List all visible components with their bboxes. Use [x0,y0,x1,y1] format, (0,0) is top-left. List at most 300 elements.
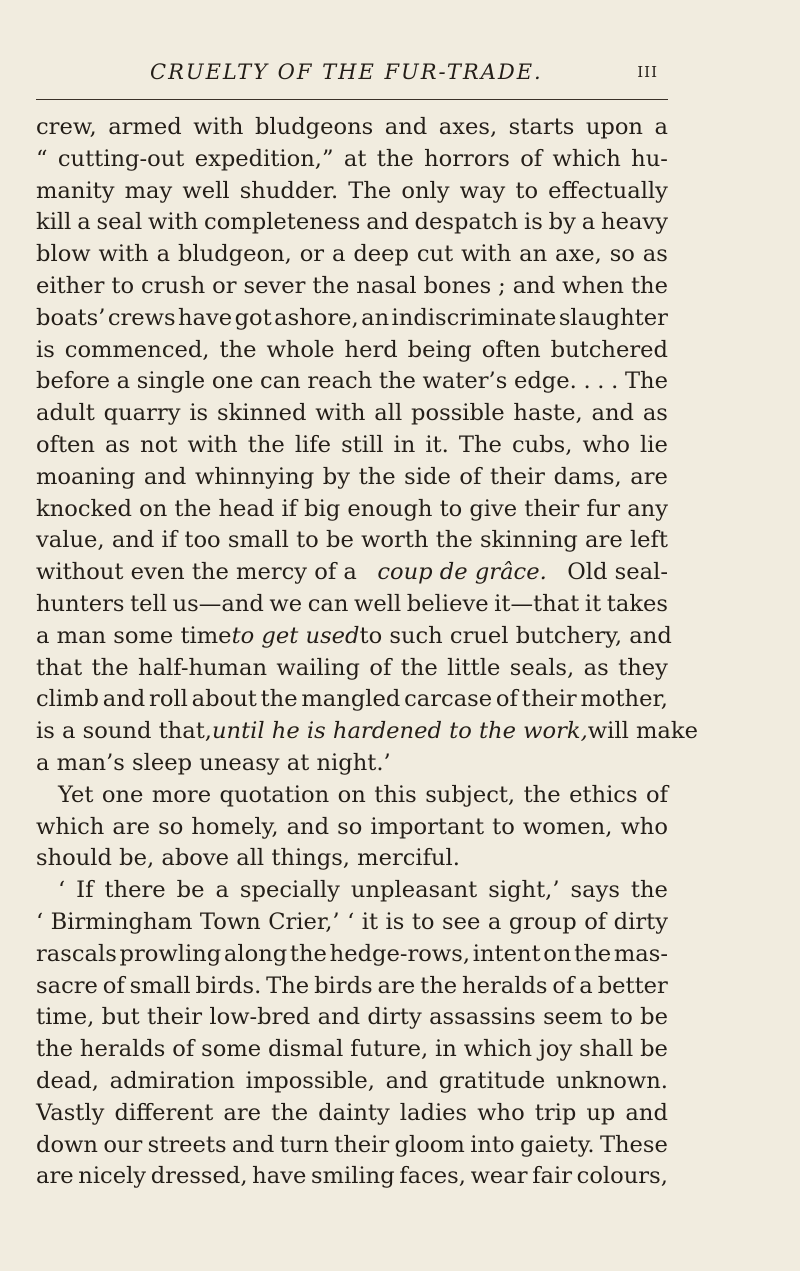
text-line [36,907,668,939]
word: important [370,813,485,840]
word: “ [36,145,48,172]
word: impossible, [245,1067,375,1094]
word: well [354,590,402,617]
word: some [201,1036,262,1063]
word: to [296,527,319,554]
word: is [36,336,55,363]
word: the [435,527,473,554]
word: are [112,813,151,840]
word: horrors [424,145,510,172]
word: ladies [399,1099,468,1126]
word: it [584,590,602,617]
word: side [404,463,451,490]
text-line [36,494,668,526]
text-line [36,939,668,971]
word: and [231,1131,275,1158]
word: any [627,495,668,522]
running-head [124,58,658,92]
text-segment: is a sound that, [36,718,212,745]
word: a [581,209,596,236]
word: their [334,1131,390,1158]
word: us—and [172,590,264,617]
text-line [36,1002,668,1034]
word: hedge-rows, [329,940,471,967]
word: wailing [276,654,360,681]
word: is [385,908,405,935]
text-line: a man’s sleep uneasy at night.’ [36,749,391,776]
word: worth [361,527,429,554]
word: gloom [394,1131,465,1158]
header-rule [36,99,668,100]
word: dirty [367,1004,422,1031]
word: boats’ [36,304,106,331]
word: if [281,495,298,522]
word: are [630,463,668,490]
word: seem [543,1004,603,1031]
word: axe, [555,241,602,268]
word: can [260,368,301,395]
word: their [489,463,545,490]
word: with [187,431,238,458]
word: . [583,368,591,395]
text-line [36,366,668,398]
text-line [36,653,668,685]
word: mother, [580,686,668,713]
word: are [377,972,416,999]
word: a [77,209,91,236]
word: single [136,368,206,395]
word: a [215,877,229,904]
body-text [36,112,698,1193]
word: be [640,1036,668,1063]
word: prowling [119,940,222,967]
word: carcase [404,686,493,713]
word: are [223,1099,262,1126]
word: blow [36,241,91,268]
word: up [586,1099,616,1126]
word: slaughter [558,304,668,331]
text-segment: will make [587,718,698,745]
word: low-bred [209,1004,311,1031]
word: dams, [553,463,622,490]
word: a [654,114,668,140]
word: says [570,877,620,904]
word: with [98,241,149,268]
word: expedition,” [194,145,334,172]
text-line [36,207,668,239]
word: and [366,209,409,236]
word: or [212,272,237,299]
word: Town [199,908,261,935]
word: by [548,209,576,236]
word: sever [243,272,306,299]
word: roll [149,686,188,713]
word: homely, [191,813,279,840]
word: Yet [58,781,94,808]
word: to [610,1004,633,1031]
word: and [385,1067,429,1094]
word: which [36,813,105,840]
word: half-human [138,654,268,681]
word: sight,’ [488,877,560,904]
word: turn [279,1131,329,1158]
word: too [184,527,221,554]
word: skinned [216,400,307,427]
word: be [326,527,354,554]
text-line [36,525,668,557]
word: and [143,463,187,490]
italic-phrase: to get used [231,622,360,649]
word: the [574,940,612,967]
word: ‘ [347,908,355,935]
text-line [36,303,668,335]
word: indiscriminate [391,304,557,331]
word: who [477,1099,525,1126]
text-line [36,1034,668,1066]
word: dead, [36,1067,99,1094]
text-line [36,430,668,462]
word: is [189,400,209,427]
word: commenced, [64,336,210,363]
word: we [269,590,303,617]
text-line [36,271,668,303]
word: of [520,145,543,172]
word: to [111,272,135,299]
word: knocked [36,495,133,522]
word: Crier,’ [268,908,340,935]
word: edge. [513,368,577,395]
word: admiration [109,1067,235,1094]
word: smiling [310,1163,395,1190]
word: bludgeons [254,114,374,140]
word: takes [606,590,668,617]
text-line [36,875,668,907]
word: along [223,940,288,967]
word: gaiety. [520,1131,595,1158]
text-line [36,1098,668,1130]
word: by [322,463,350,490]
word: of [102,972,125,999]
word: . [597,368,605,395]
word: heavy [601,209,668,236]
word: upon [585,114,643,140]
word: cut [416,241,454,268]
word: to [439,495,463,522]
word: head [218,495,275,522]
word: of [459,463,482,490]
word: of [495,686,518,713]
word: with [193,114,244,140]
word: small [129,972,191,999]
word: can [307,590,349,617]
word: seals, [509,654,575,681]
word: trip [534,1099,577,1126]
word: reach [307,368,373,395]
word: with [315,400,366,427]
word: into [470,1131,515,1158]
word: and [625,1099,668,1126]
word: . [611,368,619,395]
word: and [591,400,634,427]
text-line [36,1161,668,1193]
word: are [585,527,623,554]
word: shudder. [239,177,339,204]
word: the [358,463,396,490]
word: crew, [36,114,97,140]
word: If [76,877,94,904]
word: hunters [36,590,125,617]
word: be [640,1004,668,1031]
word: small [227,527,289,554]
word: being [407,336,472,363]
text-line [36,144,668,176]
word: armed [108,114,182,140]
word: heralds [462,972,548,999]
word: cubs, [511,431,573,458]
word: well [182,177,230,204]
word: our [103,1131,143,1158]
word: is [524,209,543,236]
word: mas- [613,940,668,967]
word: little [447,654,501,681]
word: their [524,495,580,522]
text-segment: a man some time [36,622,232,649]
word: hu- [631,145,668,172]
word: on [543,940,572,967]
word: sacre [36,972,98,999]
word: only [401,177,450,204]
word: climb [36,686,99,713]
word: a [116,368,131,395]
word: as [105,431,131,458]
word: that [36,654,83,681]
word: completeness [204,209,361,236]
word: a [487,908,502,935]
word: which [552,145,621,172]
text-line [36,239,668,271]
word: bones [423,272,492,299]
word: as [642,400,668,427]
word: better [597,972,668,999]
word: of [646,781,668,808]
word: gratitude [438,1067,546,1094]
word: quarry [103,400,181,427]
word: effectually [548,177,668,204]
word: to [411,908,435,935]
word: at [343,145,367,172]
text-line [36,621,672,653]
text-line [36,398,668,430]
word: a [156,241,171,268]
word: lie [640,431,668,458]
word: often [36,431,95,458]
word: tell [130,590,167,617]
word: so [158,813,184,840]
text-segment: without even the mercy of a [36,559,357,586]
word: the [289,940,327,967]
word: The [458,431,502,458]
word: on [139,495,168,522]
text-line [36,780,668,812]
word: it. [425,431,449,458]
text-line: should be, above all things, merciful. [36,845,460,872]
word: nicely [78,1163,147,1190]
word: big [304,495,341,522]
word: the [219,336,257,363]
word: water’s [422,368,508,395]
word: heralds [79,1036,166,1063]
word: These [599,1131,668,1158]
text-line [36,112,668,144]
text-line [36,335,668,367]
word: but [101,1004,140,1031]
word: skinning [479,527,578,554]
word: the [376,145,414,172]
word: cutting-out [57,145,185,172]
word: one [211,368,254,395]
word: and [102,686,146,713]
word: bludgeon, [177,241,292,268]
word: the [36,1036,74,1063]
word: got [234,304,272,331]
word: and [384,114,428,140]
word: The [266,972,310,999]
running-title: CRUELTY OF THE FUR-TRADE. [150,60,543,84]
word: dressed, [150,1163,248,1190]
word: as [583,654,609,681]
word: so [337,813,363,840]
word: haste, [513,400,583,427]
word: nasal [356,272,417,299]
word: manity [36,177,115,204]
word: mangled [301,686,401,713]
word: starts [508,114,575,140]
word: dirty [613,908,668,935]
text-line [36,589,668,621]
word: faces, [399,1163,466,1190]
word: a [331,241,346,268]
word: the [174,495,212,522]
word: Vastly [36,1099,105,1126]
word: when [562,272,624,299]
word: the [260,686,298,713]
word: kill [36,209,72,236]
word: group [508,908,577,935]
word: ‘ [36,908,44,935]
word: unknown. [555,1067,668,1094]
word: specially [239,877,340,904]
word: and [317,1004,361,1031]
word: so [609,241,635,268]
word: the [378,368,416,395]
word: of [369,654,392,681]
word: the [400,654,438,681]
word: of [172,1036,195,1063]
word: have [177,304,233,331]
word: whinnying [194,463,315,490]
word: the [630,877,668,904]
word: or [299,241,325,268]
word: rascals [36,940,117,967]
word: as [642,241,668,268]
word: dismal [267,1036,344,1063]
word: subject, [425,781,516,808]
word: their [147,1004,203,1031]
word: more [151,781,212,808]
word: despatch [414,209,519,236]
word: intent [472,940,541,967]
word: they [618,654,668,681]
text-segment: to such cruel butchery, and [359,622,672,649]
word: future, [350,1036,429,1063]
word: time, [36,1004,95,1031]
word: butchered [550,336,668,363]
word: the [420,972,458,999]
word: herd [344,336,398,363]
word: all [374,400,403,427]
word: an [519,241,548,268]
word: birds. [195,972,262,999]
word: with [461,241,512,268]
word: crews [107,304,176,331]
word: Birmingham [50,908,193,935]
text-segment: Old seal- [567,559,668,586]
word: birds [314,972,373,999]
word: there [104,877,166,904]
word: down [36,1131,98,1158]
word: may [124,177,173,204]
word: this [374,781,417,808]
word: are [36,1163,74,1190]
word: The [624,368,668,395]
word: enough [347,495,433,522]
word: in [393,431,416,458]
word: left [629,527,668,554]
word: whole [266,336,335,363]
text-line [36,684,668,716]
word: one [101,781,144,808]
word: which [463,1036,533,1063]
word: ; [498,272,506,299]
text-line [36,176,668,208]
word: fair [532,1163,573,1190]
word: have [252,1163,307,1190]
word: who [582,431,630,458]
word: and [512,272,556,299]
word: often [481,336,541,363]
text-line [36,1066,668,1098]
word: women, [522,813,613,840]
word: see [442,908,481,935]
word: about [191,686,257,713]
word: still [341,431,384,458]
word: an [361,304,390,331]
word: colours, [576,1163,668,1190]
word: be [176,877,205,904]
word: the [247,431,285,458]
word: in [435,1036,457,1063]
word: life [294,431,331,458]
word: ethics [569,781,638,808]
word: ashore, [274,304,359,331]
word: the [630,272,668,299]
page-number: III [637,63,658,81]
word: adult [36,400,95,427]
word: to [515,177,539,204]
word: possible [411,400,505,427]
word: shall [579,1036,634,1063]
word: a [579,972,593,999]
